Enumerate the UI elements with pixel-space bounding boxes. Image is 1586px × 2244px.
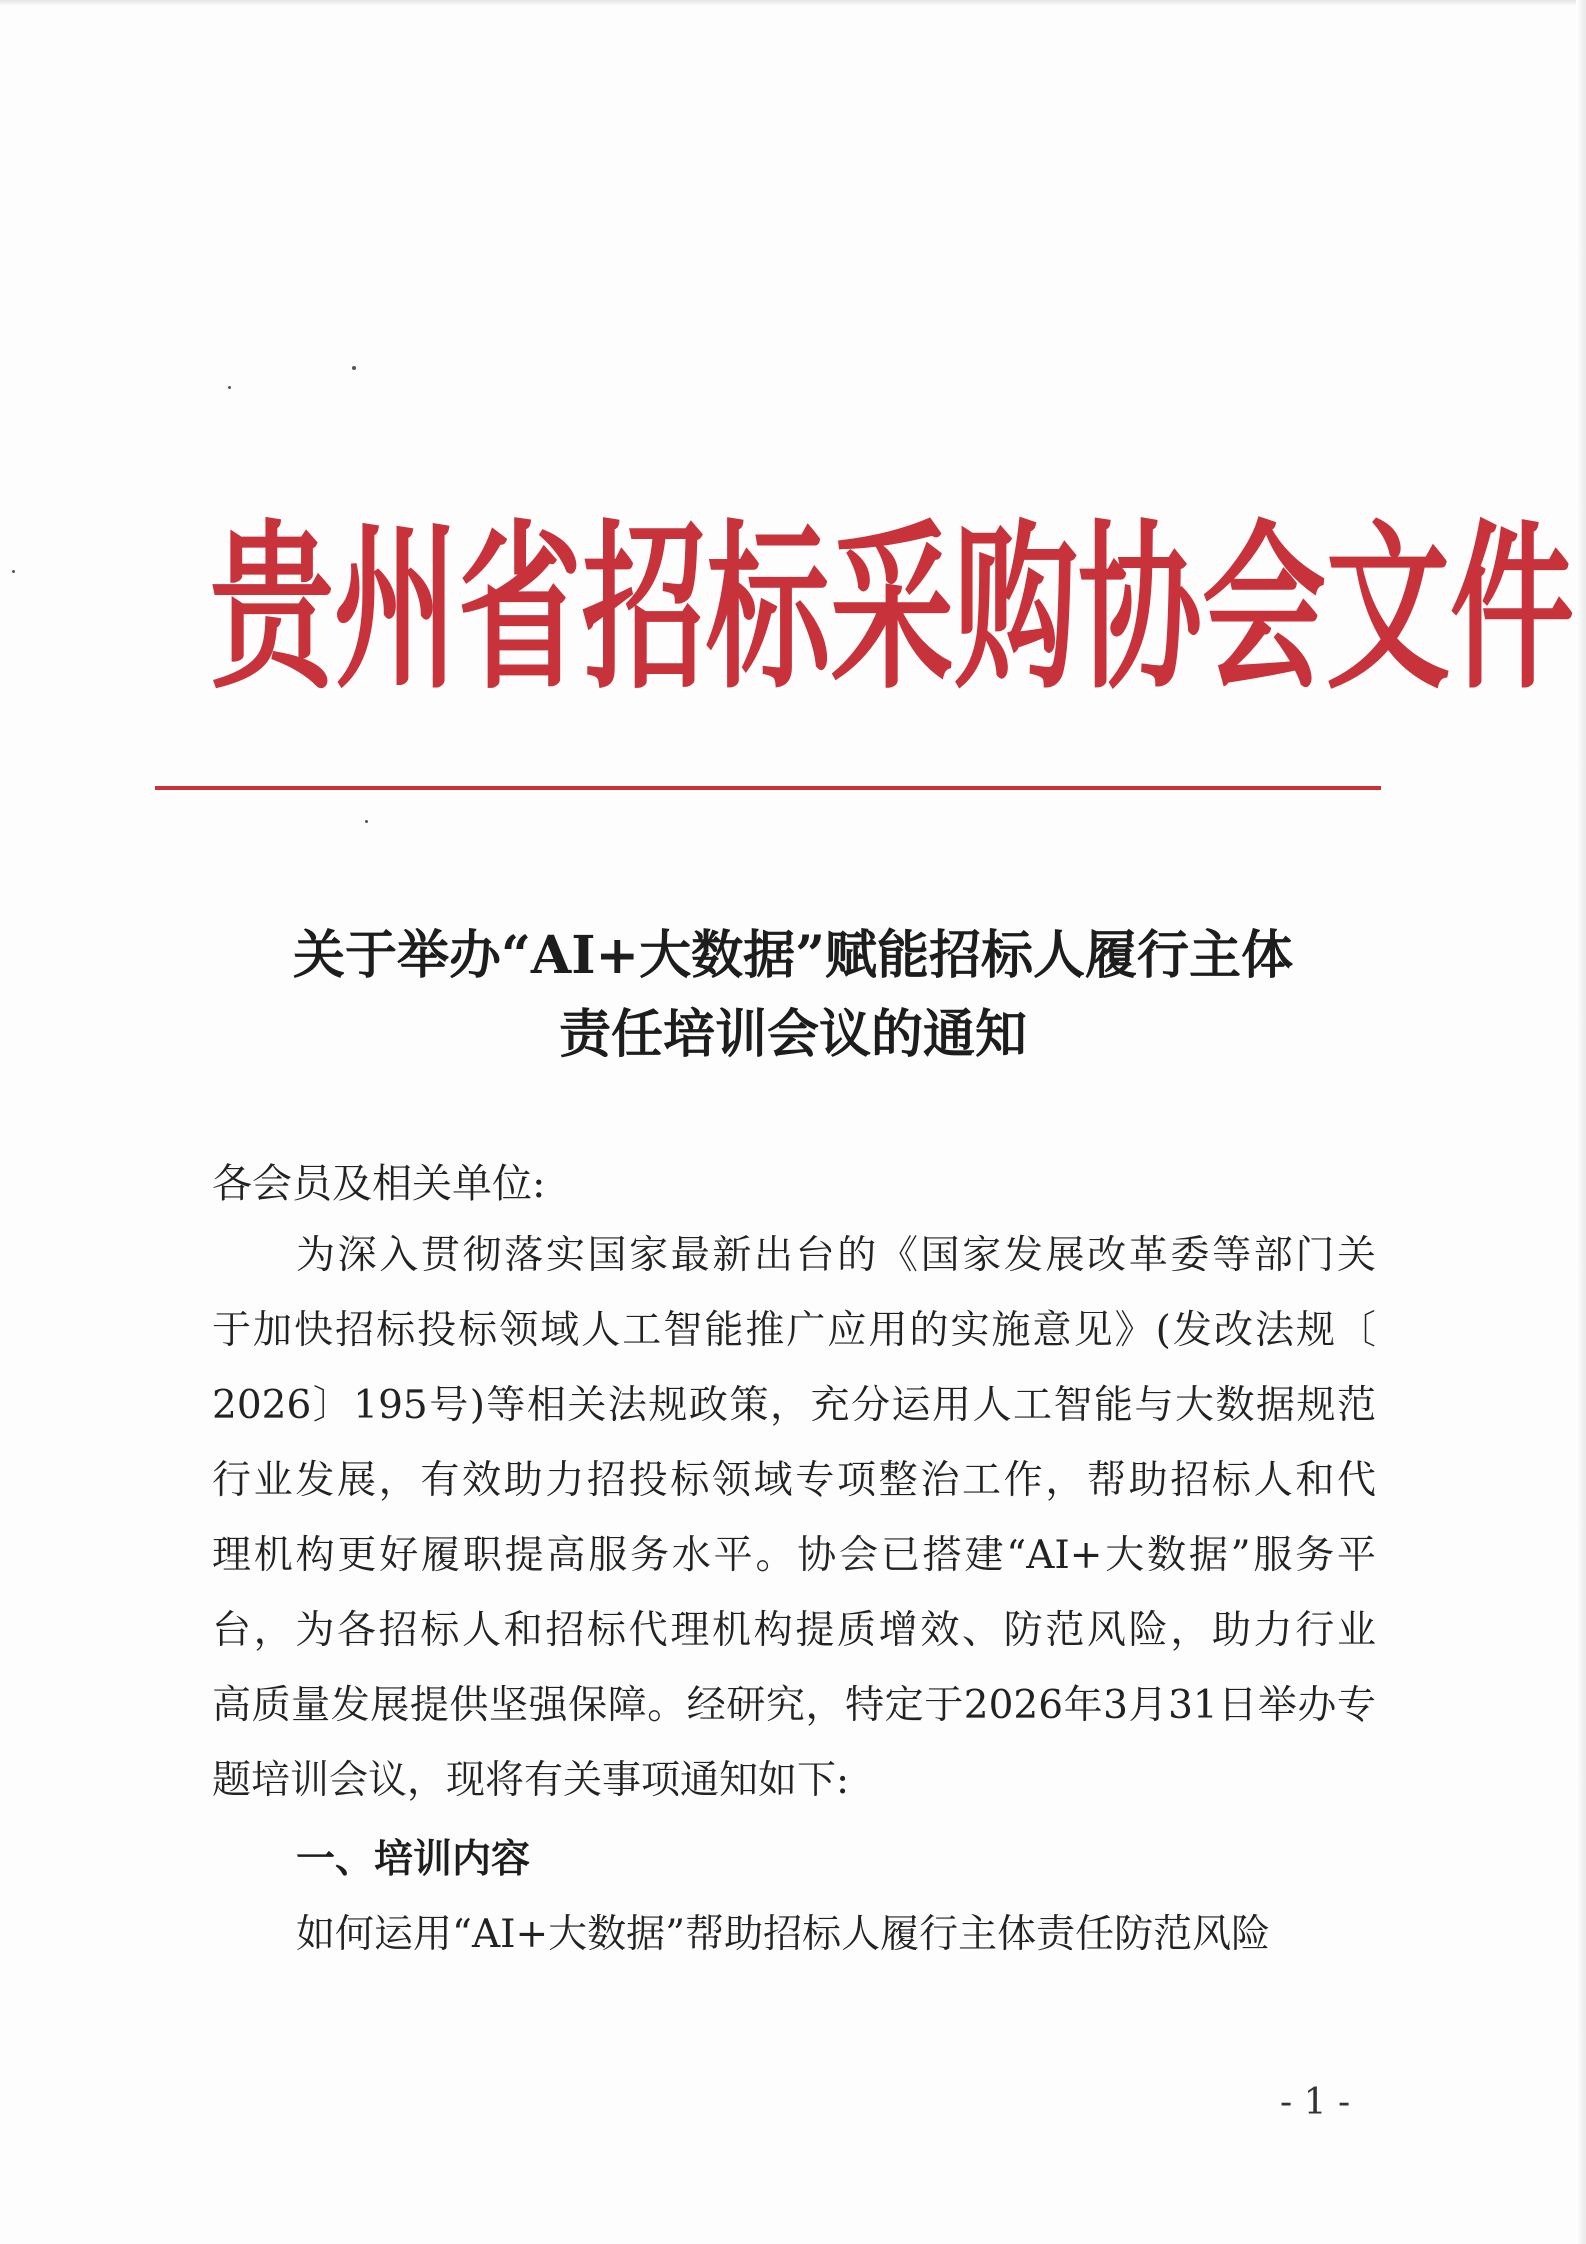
scan-speck bbox=[12, 570, 15, 573]
scan-speck bbox=[352, 366, 356, 370]
document-title-line-2: 责任培训会议的通知 bbox=[558, 1004, 1027, 1065]
section-1-content: 如何运用“AI+大数据”帮助招标人履行主体责任防范风险 bbox=[296, 1912, 1271, 1957]
paragraph-line-5: 理机构更好履职提高服务水平。协会已搭建“AI+大数据”服务平 bbox=[212, 1533, 1376, 1578]
salutation: 各会员及相关单位: bbox=[212, 1161, 546, 1207]
paragraph-line-4: 行业发展，有效助力招投标领域专项整治工作，帮助招标人和代 bbox=[212, 1458, 1376, 1503]
paragraph-line-7: 高质量发展提供坚强保障。经研究，特定于2026年3月31日举办专 bbox=[212, 1683, 1376, 1728]
section-heading-training-content: 一、培训内容 bbox=[296, 1837, 531, 1882]
paragraph-line-2: 于加快招标投标领域人工智能推广应用的实施意见》(发改法规〔 bbox=[212, 1308, 1376, 1353]
scan-speck bbox=[365, 820, 368, 823]
paragraph-line-6: 台，为各招标人和招标代理机构提质增效、防范风险，助力行业 bbox=[212, 1608, 1376, 1653]
scan-edge-right bbox=[1576, 0, 1586, 2244]
page-number: - 1 - bbox=[1280, 2082, 1351, 2123]
red-separator-rule bbox=[155, 786, 1381, 790]
paragraph-line-1: 为深入贯彻落实国家最新出台的《国家发展改革委等部门关 bbox=[296, 1233, 1376, 1278]
issuer-header-title: 贵州省招标采购协会文件 bbox=[210, 504, 1575, 715]
scan-edge-top bbox=[0, 0, 1586, 6]
document-title-line-1: 关于举办“AI+大数据”赋能招标人履行主体 bbox=[292, 925, 1294, 986]
paragraph-line-3: 2026〕195号)等相关法规政策，充分运用人工智能与大数据规范 bbox=[212, 1383, 1376, 1428]
paragraph-line-8: 题培训会议，现将有关事项通知如下: bbox=[212, 1758, 850, 1803]
scan-speck bbox=[228, 386, 231, 389]
